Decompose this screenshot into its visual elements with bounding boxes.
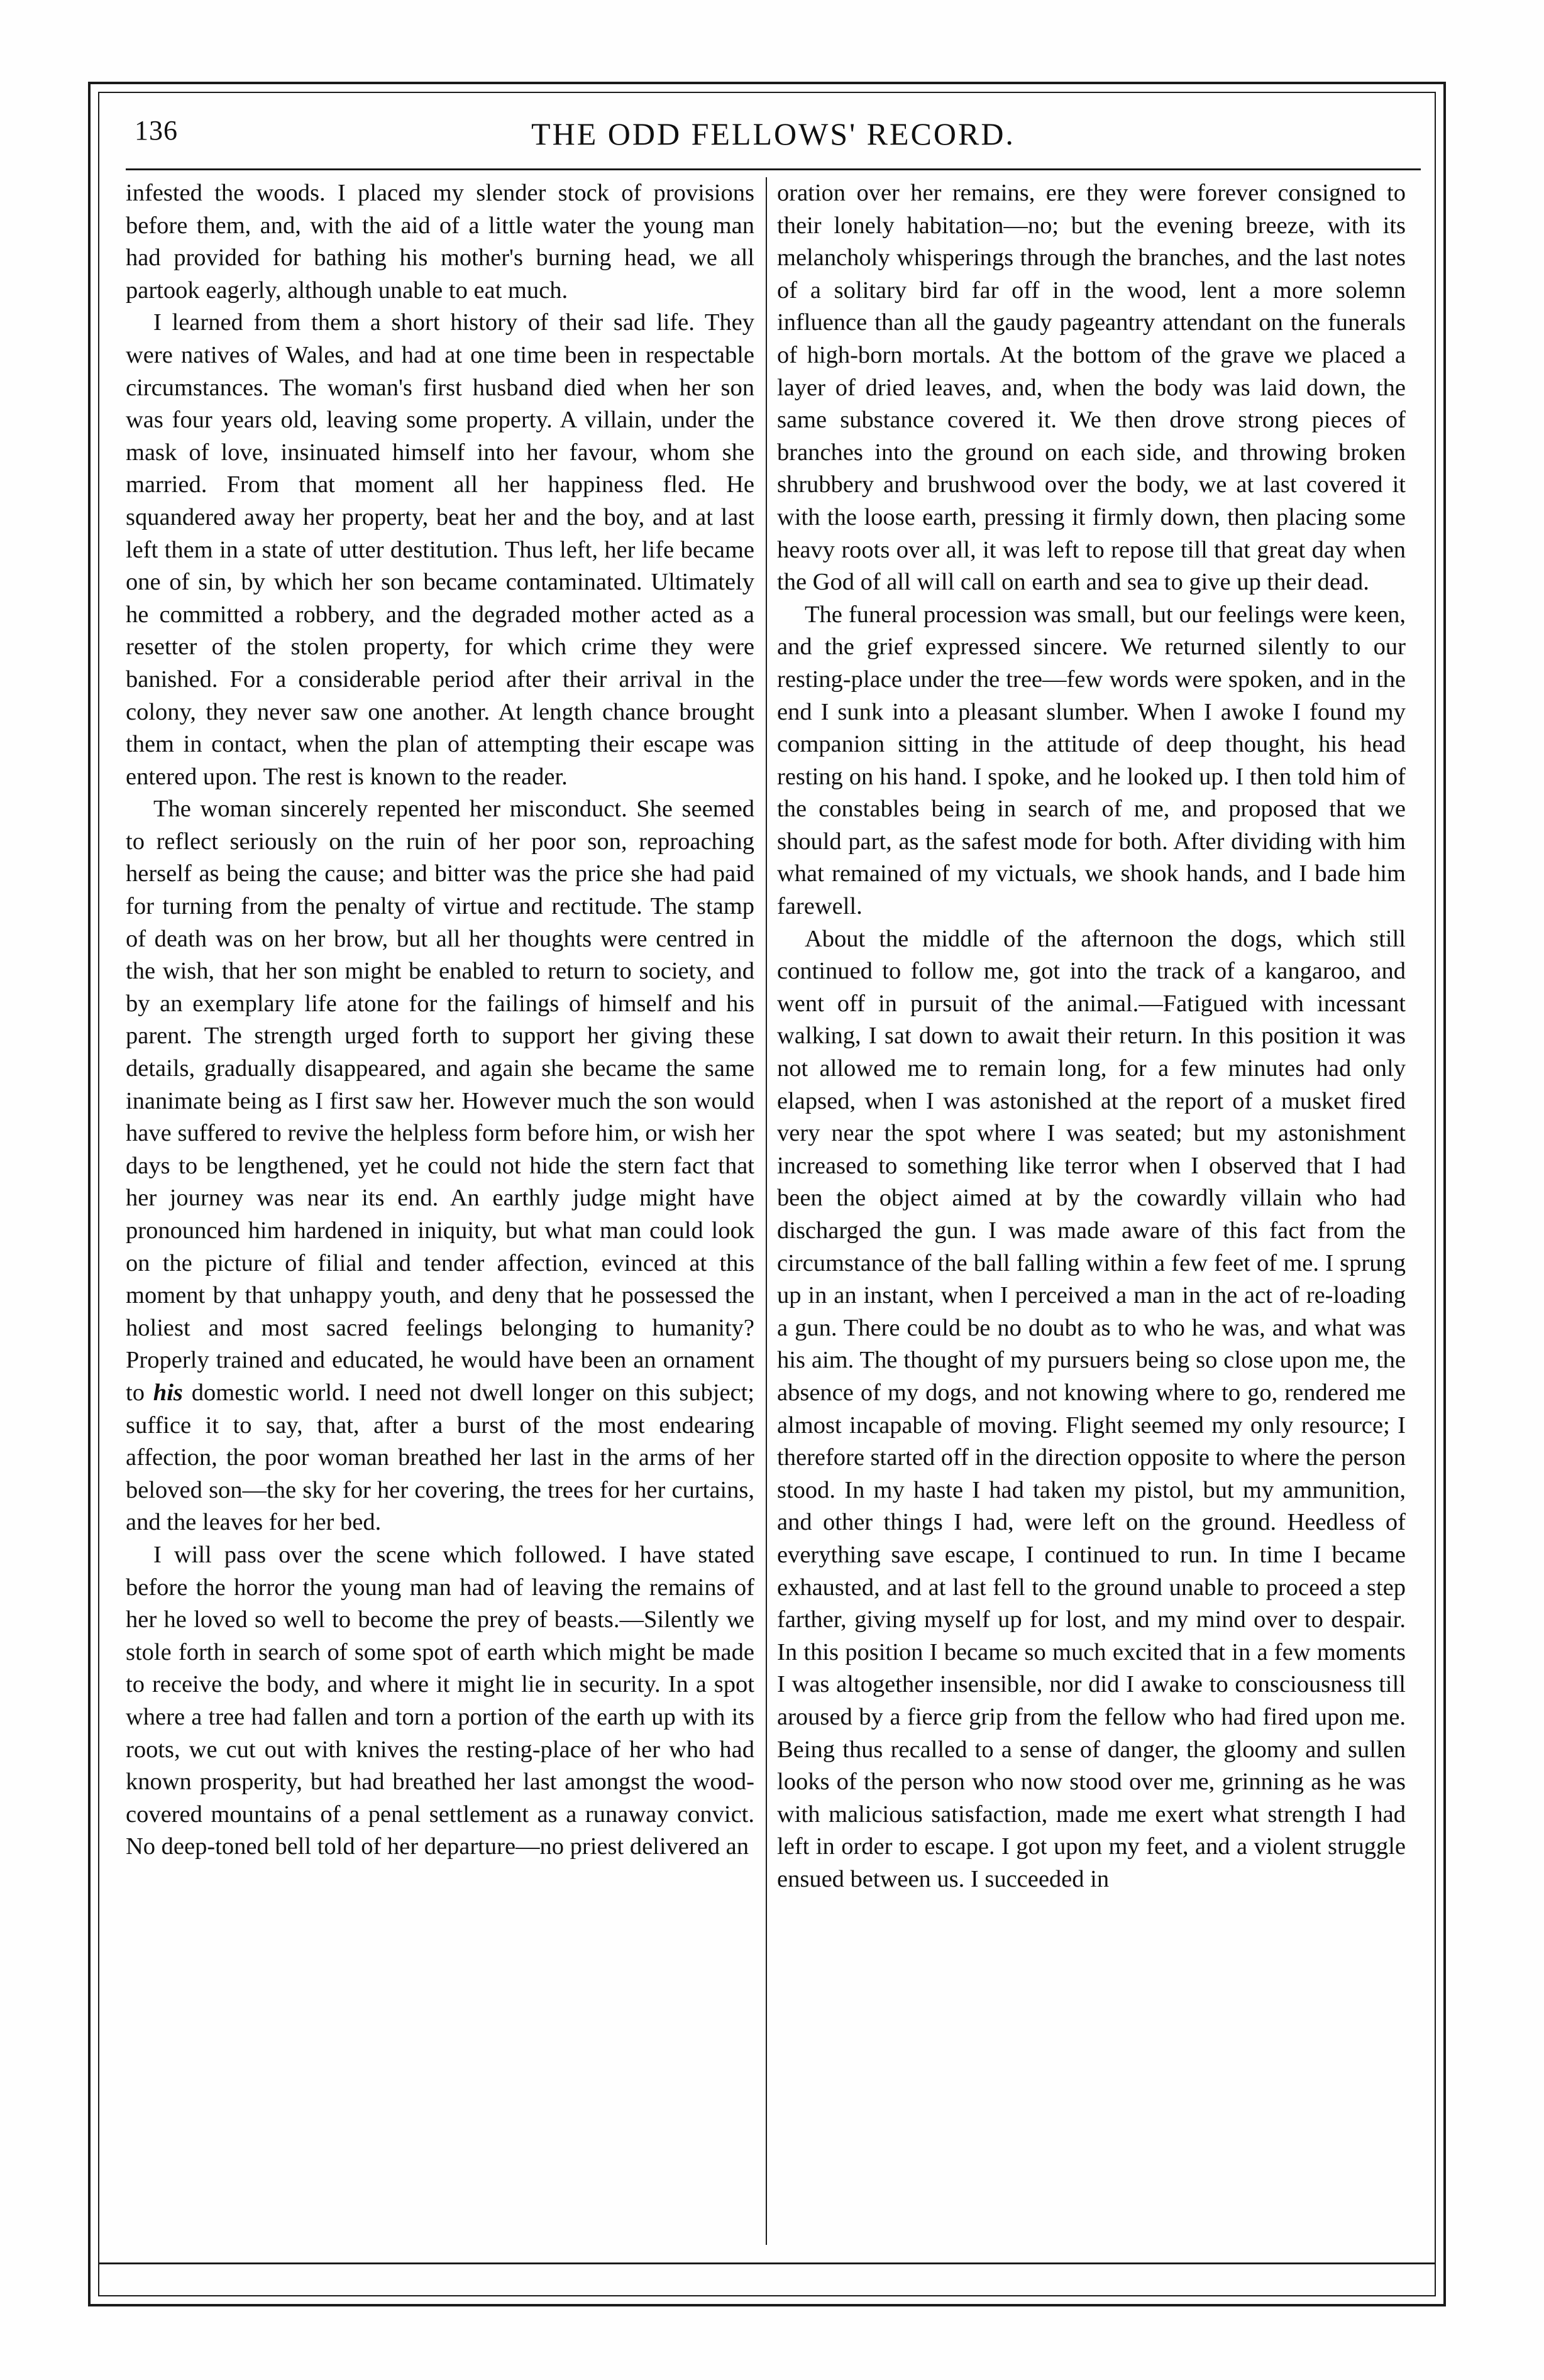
right-paragraph-3: About the middle of the afternoon the dogs, which still continued to follow me, got into the track of a kangaroo, and went off in pursuit of the animal.—Fatigued with incessant walking, I sat down to await their return. In this position it was not allowed me to remain long, for a few minutes had only elapsed, when I was astonished at the report of a musket fired very near the spot where I was seated; but my astonishment increased to something like terror when I observed that I had been the object aimed at by the cowardly villain who had discharged the gun. I was made aware of this fact from the circumstance of the ball falling within a few feet of me. I sprung up in an instant, when I perceived a man in the act of re-loading a gun. There could be no doubt as to who he was, and what was his aim. The thought of my pursuers being so close upon me, the absence of my dogs, and not knowing where to go, rendered me almost incapable of moving. Flight seemed my only resource; I therefore started off in the direction opposite to where the person stood. In my haste I had taken my pistol, but my ammunition, and other things I had, were left on the ground. Heedless of everything save escape, I continued to run. In time I became exhausted, and at last fell to the ground unable to proceed a step farther, giving myself up for lost, and my mind over to despair. In this position I became so much excited that in a few moments I was altogether insensible, nor did I awake to consciousness till aroused by a fierce grip from the fellow who had fired upon me. Being thus recalled to a sense of danger, the gloomy and sullen looks of the person who now stood over me, grinning as he was with malicious satisfaction, made me exert what strength I had left in order to escape. I got upon my feet, and a violent struggle ensued between us. I succeeded in — [777, 925, 1406, 1892]
emphasized-word: his — [153, 1379, 183, 1406]
right-column — [777, 177, 1406, 1895]
footer-rule — [98, 2262, 1436, 2264]
column-divider — [766, 177, 767, 2245]
header-rule — [126, 168, 1421, 170]
left-column — [126, 177, 754, 1863]
left-paragraph-4: I will pass over the scene which followed. I have stated before the horror the young man had of leaving the remains of her he loved so well to become the prey of beasts.—Silently we stole forth in search of some spot of earth which might be made to receive the body, and where it might lie in security. In a spot where a tree had fallen and torn a portion of the earth up with its roots, we cut out with knives the resting-place of her who had known prosperity, but had breathed her last amongst the wood-covered mountains of a penal settlement as a runaway convict. No deep-toned bell told of her departure—no priest delivered an — [126, 1541, 754, 1860]
right-paragraph-2: The funeral procession was small, but our feelings were keen, and the grief expressed sincere. We returned silently to our resting-place under the tree—few words were spoken, and in the end I sunk into a pleasant slumber. When I awoke I found my companion sitting in the attitude of deep thought, his head resting on his hand. I spoke, and he looked up. I then told him of the constables being in search of me, and proposed that we should part, as the safest mode for both. After dividing with him what remained of my victuals, we shook hands, and I bade him farewell. — [777, 601, 1406, 920]
page-number: 136 — [135, 115, 178, 146]
right-paragraph-1: oration over her remains, ere they were forever consigned to their lonely habitation—no; but the evening breeze, with its melancholy whisperings through the branches, and the last notes of a solitary bird far off in the wood, lent a more solemn influence than all the gaudy pageantry attendant on the funerals of high-born mortals. At the bottom of the grave we placed a layer of dried leaves, and, when the body was laid down, the same substance covered it. We then drove strong pieces of branches into the ground on each side, and throwing broken shrubbery and brushwood over the body, we at last covered it with the loose earth, pressing it firmly down, then placing some heavy roots over all, it was left to repose till that great day when the God of all will call on earth and sea to give up their dead. — [777, 180, 1406, 596]
left-paragraph-1: infested the woods. I placed my slender stock of provisions before them, and, with the aid of a little water the young man had provided for bathing his mother's burning head, we all partook eagerly, although unable to eat much. — [126, 180, 754, 304]
left-paragraph-3-end: domestic world. I need not dwell longer on this subject; suffice it to say, that, after a burst of the most endearing affection, the poor woman breathed her last in the arms of her beloved son—the sky for her covering, the trees for her curtains, and the leaves for her bed. — [126, 1379, 755, 1536]
left-paragraph-2: I learned from them a short history of their sad life. They were natives of Wales, and had at one time been in respectable circumstances. The woman's first husband died when her son was four years old, leaving some property. A villain, under the mask of love, insinuated himself into her favour, whom she married. From that moment all her happiness fled. He squandered away her property, beat her and the boy, and at last left them in a state of utter destitution. Thus left, her life became one of sin, by which her son became contaminated. Ultimately he committed a robbery, and the degraded mother acted as a resetter of the stolen property, for which crime they were banished. For a considerable period after their arrival in the colony, they never saw one another. At length chance brought them in contact, when the plan of attempting their escape was entered upon. The rest is known to the reader. — [126, 309, 754, 790]
left-paragraph-3-start: The woman sincerely repented her misconduct. She seemed to reflect seriously on the ruin of her poor son, reproaching herself as being the cause; and bitter was the price she had paid for turning from the penalty of virtue and rectitude. The stamp of death was on her brow, but all her thoughts were centred in the wish, that her son might be enabled to return to society, and by an exemplary life atone for the failings of himself and his parent. The strength urged forth to support her giving these details, gradually disappeared, and again she became the same inanimate being as I first saw her. However much the son would have suffered to revive the helpless form before him, or wish her days to be lengthened, yet he could not hide the stern fact that her journey was near its end. An earthly judge might have pronounced him hardened in iniquity, but what man could look on the picture of filial and tender affection, evinced at this moment by that unhappy youth, and deny that he possessed the holiest and most sacred feelings belonging to humanity? Properly trained and educated, he would have been an ornament to — [126, 796, 754, 1406]
page-header — [126, 107, 1421, 163]
running-title: THE ODD FELLOWS' RECORD. — [531, 116, 1015, 151]
left-paragraph-3 — [126, 793, 754, 1539]
